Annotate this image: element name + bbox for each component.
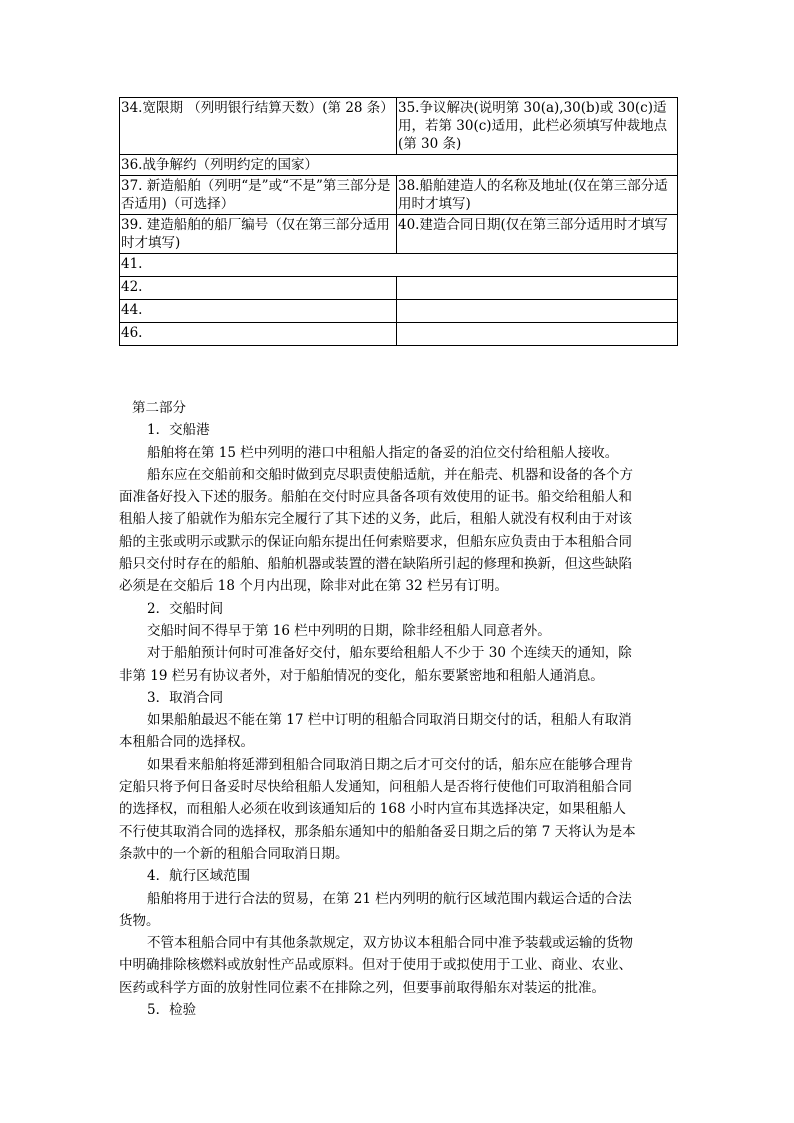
table-cell-box-35: 35.争议解决(说明第 30(a),30(b)或 30(c)适用，若第 30(c)适用，此栏必须填写仲裁地点(第 30 条) [397, 98, 678, 155]
table-row [120, 98, 678, 155]
table-cell-box-39: 39. 建造船舶的船厂编号（仅在第三部分适用时才填写) [120, 215, 397, 254]
part-two-body [119, 397, 639, 1021]
paragraph: 如果看来船舶将延滞到租船合同取消日期之后才可交付的话，船东应在能够合理肯定船只将予何日备妥时尽快给租船人发通知，问租船人是否将行使他们可取消租船合同的选择权，而租船人必须在收到该通知后的 168 小时内宣布其选择决定，如果租船人不行使其取消合同的选择权，那条船东通知中的船舶备妥日期之后的第 7 天将认为是本条款中的一个新的租船合同取消日期。 [119, 756, 636, 862]
table-cell-box-36: 36.战争解约（列明约定的国家） [120, 155, 678, 176]
table-cell-box-40: 40.建造合同日期(仅在第三部分适用时才填写 [397, 215, 678, 254]
table-row [120, 323, 678, 346]
table-cell-box-44: 44. [120, 300, 397, 323]
table-cell-box-38: 38.船舶建造人的名称及地址(仅在第三部分适用时才填写) [397, 176, 678, 215]
table-row [120, 300, 678, 323]
section-heading-delivery-time: 2．交船时间 [147, 600, 224, 617]
section-heading-delivery-port: 1．交船港 [147, 422, 210, 439]
paragraph: 船舶将用于进行合法的贸易，在第 21 栏内列明的航行区域范围内载运合适的合法货物。 [119, 890, 632, 929]
table-row [120, 277, 678, 300]
table-row [120, 155, 678, 176]
table-cell-box-47 [397, 323, 678, 346]
paragraph: 船舶将在第 15 栏中列明的港口中租船人指定的备妥的泊位交付给租船人接收。 [147, 444, 619, 461]
section-heading-trading-limits: 4．航行区域范围 [147, 868, 251, 885]
section-heading-surveys: 5．检验 [147, 1002, 197, 1019]
paragraph: 对于船舶预计何时可准备好交付，船东要给租船人不少于 30 个连续天的通知，除非第 19 栏另有协议者外，对于船舶情况的变化，船东要紧密地和租船人通消息。 [119, 645, 632, 684]
table-cell-box-37: 37. 新造船舶（列明“是”或“不是”第三部分是否适用)（可选择） [120, 176, 397, 215]
table-cell-box-41: 41. [120, 254, 678, 277]
table-cell-box-34: 34.宽限期 （列明银行结算天数）(第 28 条） [120, 98, 397, 155]
paragraph: 船东应在交船前和交船时做到克尽职责使船适航，并在船壳、机器和设备的各个方面准备好投入下述的服务。船舶在交付时应具备各项有效使用的证书。船交给租船人和租船人接了船就作为船东完全履行了其下述的义务，此后，租船人就没有权利由于对该船的主张或明示或默示的保证向船东提出任何索赔要求，但船东应负责由于本租船合同船只交付时存在的船舶、船舶机器或装置的潜在缺陷所引起的修理和换新，但这些缺陷必须是在交船后 18 个月内出现，除非对此在第 32 栏另有订明。 [119, 466, 633, 595]
table-row [120, 215, 678, 254]
table-cell-box-43 [397, 277, 678, 300]
table-cell-box-46: 46. [120, 323, 397, 346]
part-title: 第二部分 [132, 400, 186, 416]
charter-form-table [119, 97, 678, 346]
paragraph: 不管本租船合同中有其他条款规定，双方协议本租船合同中准予装载或运输的货物中明确排除核燃料或放射性产品或原料。但对于使用于或拟使用于工业、商业、农业、医药或科学方面的放射性同位素不在排除之列，但要事前取得船东对装运的批准。 [119, 935, 633, 996]
paragraph: 如果船舶最迟不能在第 17 栏中订明的租船合同取消日期交付的话，租船人有取消本租船合同的选择权。 [119, 712, 632, 751]
paragraph: 交船时间不得早于第 16 栏中列明的日期，除非经租船人同意者外。 [147, 622, 551, 639]
table-row [120, 176, 678, 215]
section-heading-cancelling: 3．取消合同 [147, 689, 224, 706]
table-cell-box-42: 42. [120, 277, 397, 300]
table-cell-box-45 [397, 300, 678, 323]
table-row [120, 254, 678, 277]
